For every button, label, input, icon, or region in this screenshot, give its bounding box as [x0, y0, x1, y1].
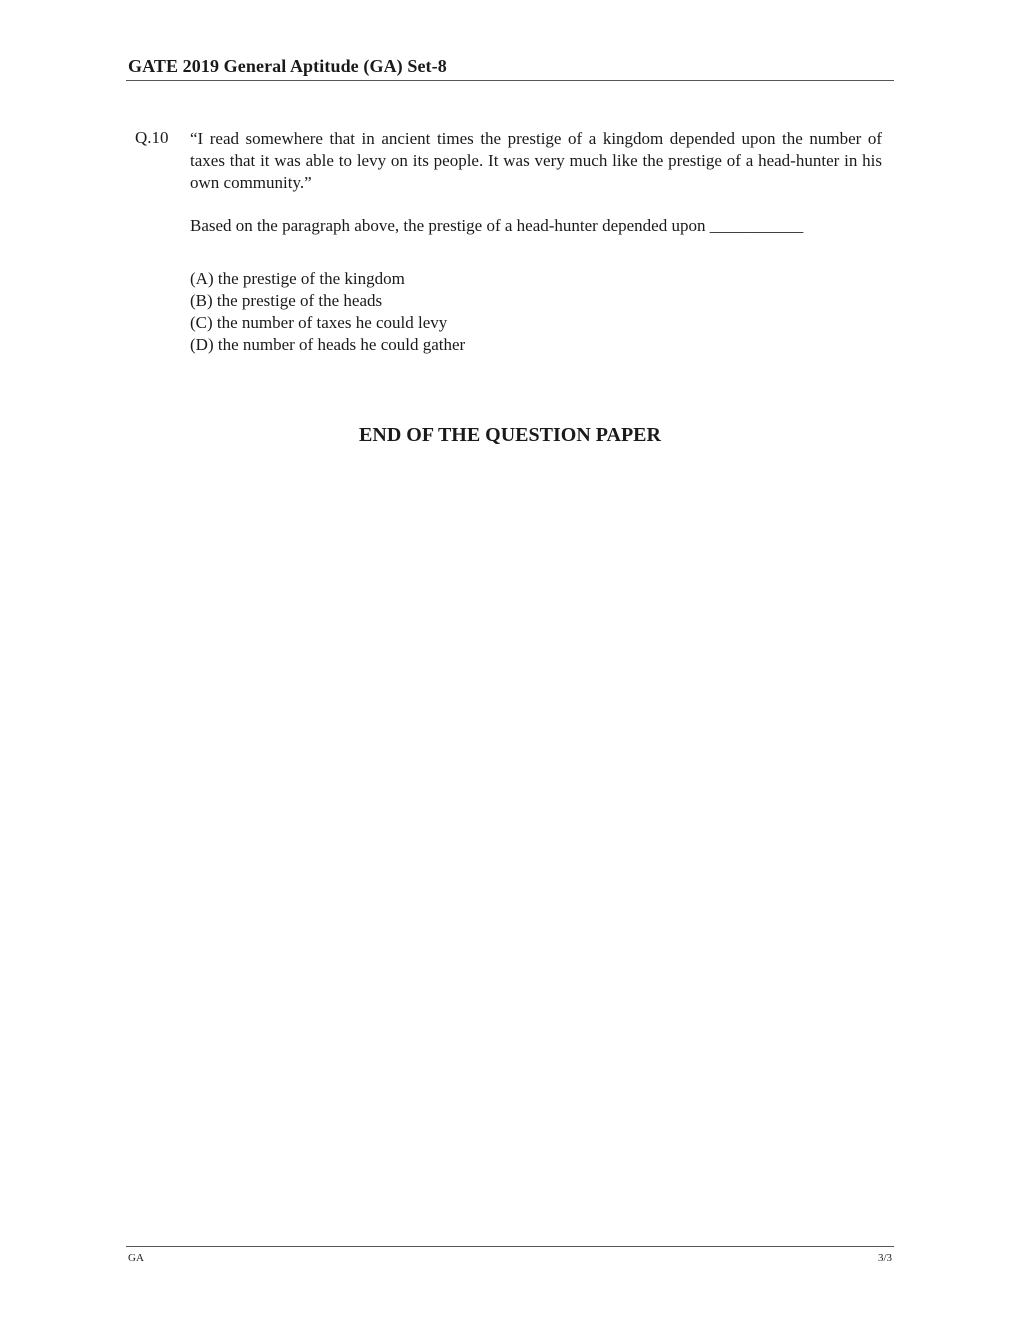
question-passage: “I read somewhere that in ancient times the prestige of a kingdom depended upon the number of taxes that it was able to levy on its people. It was very much like the prestige of a head-hunter in his own community.” [190, 129, 882, 192]
option-a: (A) the prestige of the kingdom [190, 269, 405, 288]
option-b: (B) the prestige of the heads [190, 291, 383, 310]
option-d: (D) the number of heads he could gather [190, 335, 466, 354]
page-footer [126, 1246, 894, 1267]
question-prompt: Based on the paragraph above, the prestige of a head-hunter depended upon ___________ [190, 216, 804, 235]
option-c: (C) the number of taxes he could levy [190, 313, 448, 332]
question-number: Q.10 [135, 128, 169, 147]
options-list [190, 268, 882, 356]
end-of-paper-title: END OF THE QUESTION PAPER [359, 424, 661, 446]
footer-page-number: 3/3 [877, 1252, 892, 1264]
question-body [190, 128, 882, 356]
header-title: GATE 2019 General Aptitude (GA) Set-8 [128, 56, 447, 76]
page-header [126, 56, 894, 81]
footer-section-label: GA [128, 1252, 144, 1264]
